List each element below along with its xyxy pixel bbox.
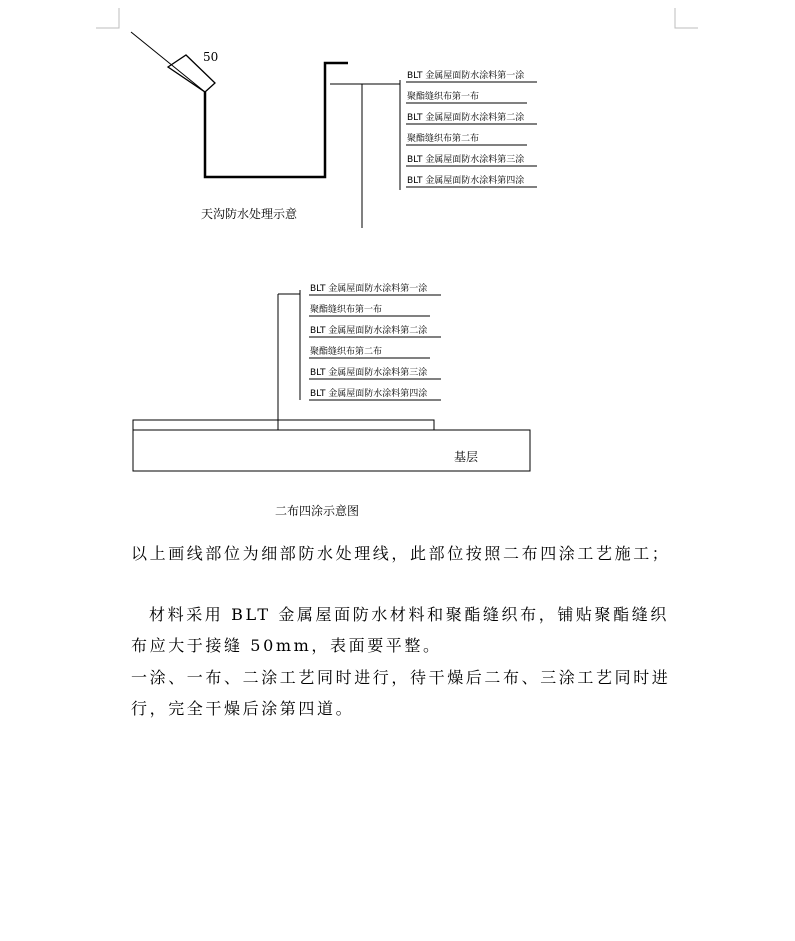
layer-label: BLT 金属屋面防水涂料第四涂 bbox=[310, 389, 428, 399]
dimension-label: 50 bbox=[203, 50, 219, 64]
paragraph: 一涂、一布、二涂工艺同时进行，待干燥后二布、三涂工艺同时进行，完全干燥后涂第四道。 bbox=[131, 668, 671, 718]
paragraph: 以上画线部位为细部防水处理线，此部位按照二布四涂工艺施工； bbox=[131, 544, 671, 563]
base-label: 基层 bbox=[454, 450, 479, 464]
diagram-caption: 天沟防水处理示意 bbox=[201, 207, 298, 221]
layer-label: 聚酯缝织布第二布 bbox=[407, 134, 480, 144]
layer-label: 聚酯缝织布第一布 bbox=[310, 305, 383, 315]
paragraph: 材料采用 BLT 金属屋面防水材料和聚酯缝织布，铺贴聚酯缝织布应大于接缝 50mm，表面要平整。 bbox=[131, 605, 669, 655]
layer-label: BLT 金属屋面防水涂料第二涂 bbox=[310, 326, 428, 336]
layer-label: BLT 金属屋面防水涂料第二涂 bbox=[407, 113, 525, 123]
layer-label: BLT 金属屋面防水涂料第四涂 bbox=[407, 176, 525, 186]
layer-label: BLT 金属屋面防水涂料第三涂 bbox=[407, 155, 525, 165]
diagram-caption: 二布四涂示意图 bbox=[275, 504, 360, 518]
layer-label: BLT 金属屋面防水涂料第一涂 bbox=[310, 284, 428, 294]
layer-label: 聚酯缝织布第二布 bbox=[310, 347, 383, 357]
layer-label: BLT 金属屋面防水涂料第三涂 bbox=[310, 368, 428, 378]
layer-label: 聚酯缝织布第一布 bbox=[407, 92, 480, 102]
layer-label: BLT 金属屋面防水涂料第一涂 bbox=[407, 71, 525, 81]
